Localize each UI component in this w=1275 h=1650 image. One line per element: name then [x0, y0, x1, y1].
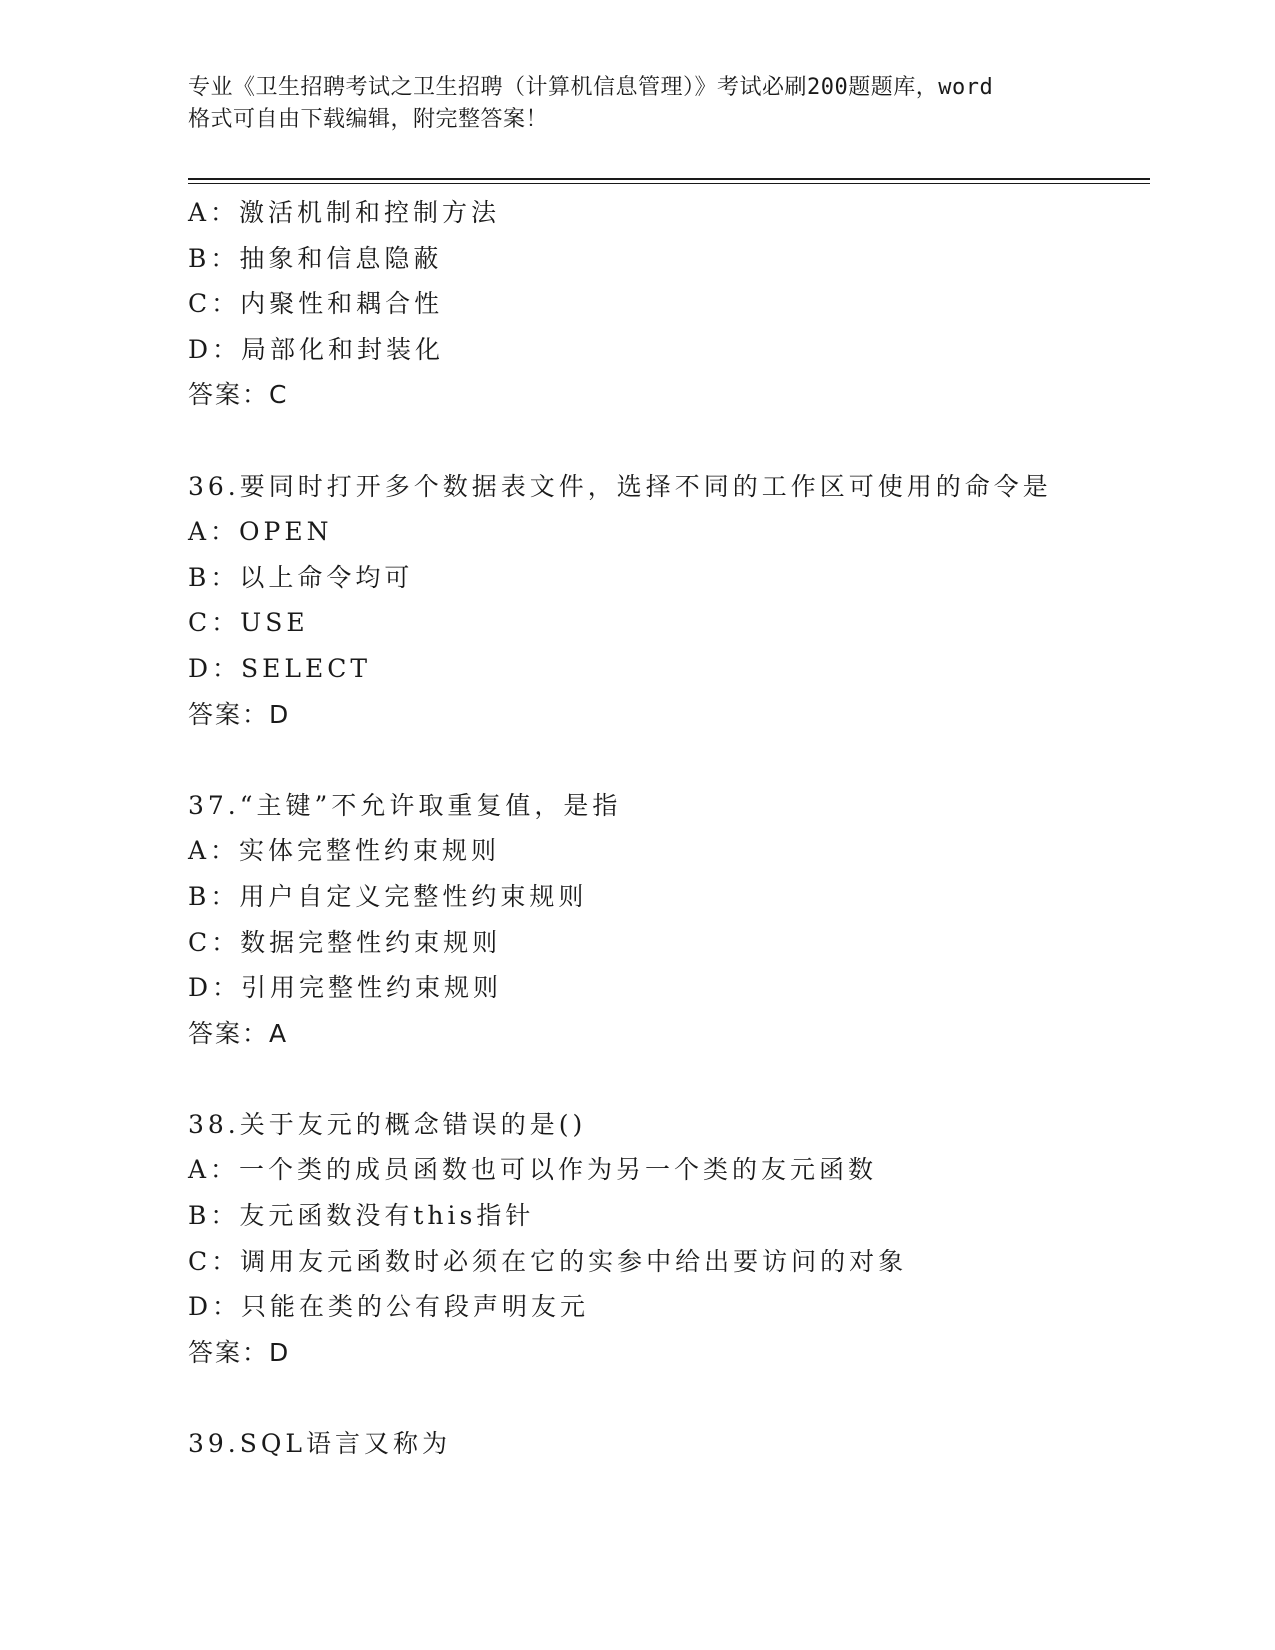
option-b: B：以上命令均可 [188, 562, 414, 592]
document-header [188, 72, 1088, 136]
header-rule-thick [188, 178, 1150, 180]
option-d: D：局部化和封装化 [188, 334, 445, 364]
question-block-38 [188, 1102, 1148, 1376]
option-d: D：引用完整性约束规则 [188, 973, 503, 1003]
answer-line: 答案：D [188, 1337, 291, 1367]
question-stem: 39.SQL语言又称为 [188, 1429, 451, 1459]
header-line-2: 格式可自由下载编辑，附完整答案！ [188, 107, 549, 132]
spacer [188, 737, 1148, 783]
answer-line: 答案：A [188, 1018, 289, 1048]
option-a: A：一个类的成员函数也可以作为另一个类的友元函数 [188, 1155, 878, 1185]
question-block-36 [188, 464, 1148, 738]
answer-line: 答案：C [188, 380, 289, 410]
option-d: D：只能在类的公有段声明友元 [188, 1292, 590, 1322]
option-a: A：激活机制和控制方法 [188, 198, 501, 227]
option-a: A：OPEN [188, 517, 333, 547]
question-block-39 [188, 1421, 1148, 1467]
option-b: B：友元函数没有this指针 [188, 1201, 535, 1231]
question-block-35 [188, 190, 1148, 418]
question-stem: 37.“主键”不允许取重复值，是指 [188, 790, 622, 820]
option-c: C：调用友元函数时必须在它的实参中给出要访问的对象 [188, 1246, 908, 1276]
option-d: D：SELECT [188, 653, 372, 683]
option-a: A：实体完整性约束规则 [188, 836, 501, 866]
question-stem: 38.关于友元的概念错误的是() [188, 1109, 587, 1139]
spacer [188, 1056, 1148, 1102]
question-list [188, 190, 1148, 1467]
option-b: B：用户自定义完整性约束规则 [188, 881, 588, 911]
option-c: C：数据完整性约束规则 [188, 927, 502, 957]
option-c: C：USE [188, 608, 309, 638]
header-rule-thin [188, 183, 1150, 184]
header-line-1: 专业《卫生招聘考试之卫生招聘（计算机信息管理）》考试必刷200题题库，word [188, 75, 994, 100]
question-block-37 [188, 783, 1148, 1057]
option-c: C：内聚性和耦合性 [188, 289, 444, 319]
spacer [188, 1375, 1148, 1421]
answer-line: 答案：D [188, 699, 291, 729]
spacer [188, 418, 1148, 464]
option-b: B：抽象和信息隐蔽 [188, 243, 443, 273]
question-stem: 36.要同时打开多个数据表文件，选择不同的工作区可使用的命令是 [188, 471, 1052, 501]
